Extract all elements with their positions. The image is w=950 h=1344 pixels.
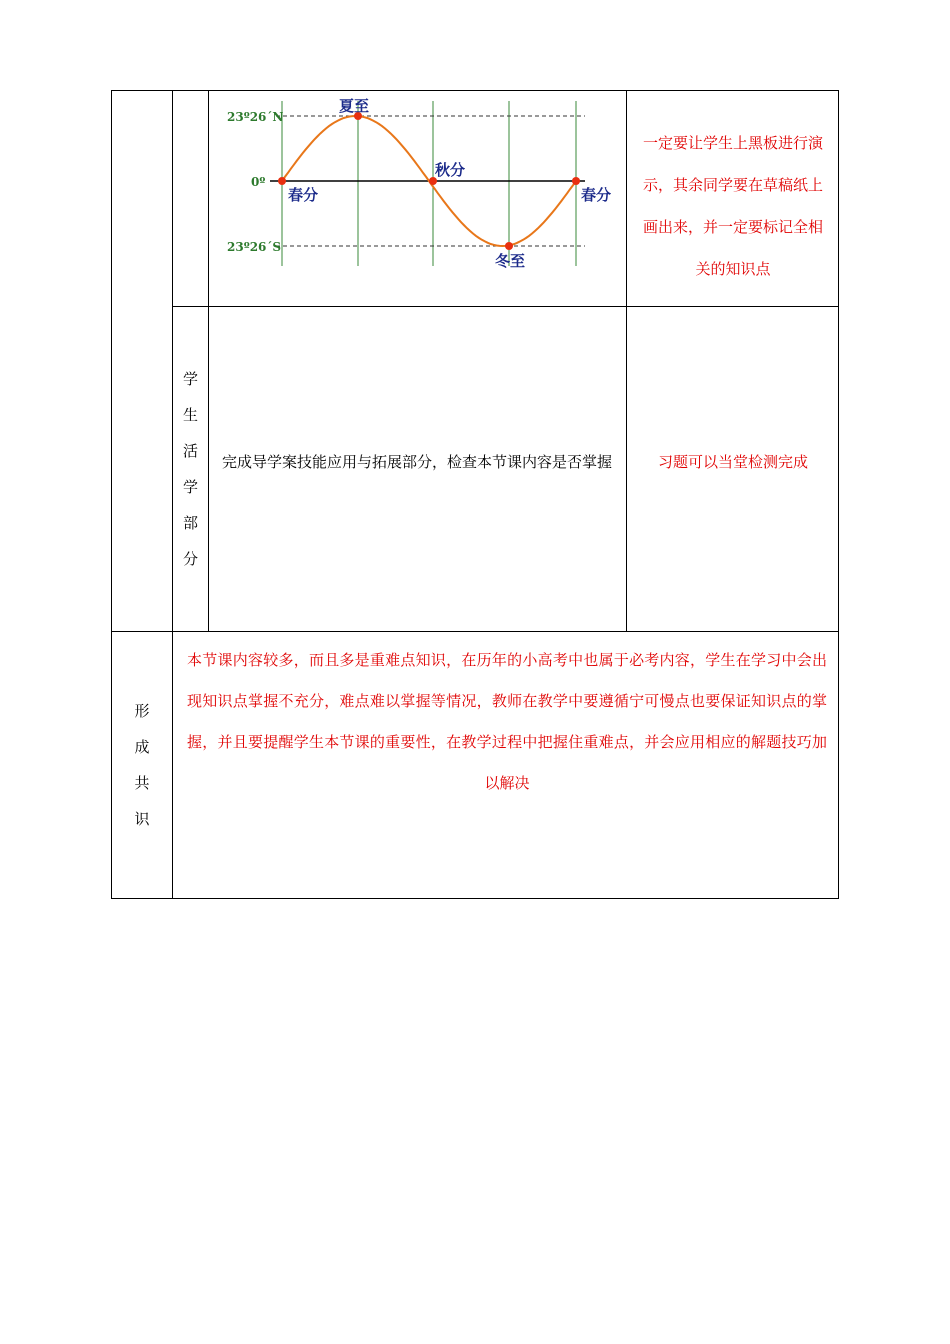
point-spring-start bbox=[278, 177, 286, 185]
label-lat-zero: 0º bbox=[251, 175, 266, 189]
solar-chart-svg bbox=[209, 91, 626, 306]
row3-content bbox=[187, 640, 827, 804]
point-spring-end bbox=[572, 177, 580, 185]
label-spring-start: 春分 bbox=[288, 186, 319, 204]
label-winter: 冬至 bbox=[495, 252, 526, 270]
row1-note bbox=[636, 113, 830, 299]
row2-label-char: 分 bbox=[182, 550, 198, 568]
table-divider-col3 bbox=[626, 90, 627, 631]
label-lat-south: 23º26´S bbox=[227, 240, 282, 254]
row2-note-text: 习题可以当堂检测完成 bbox=[657, 453, 808, 471]
label-autumn: 秋分 bbox=[435, 161, 466, 179]
solar-declination-chart bbox=[209, 91, 626, 306]
row3-label-char: 成 bbox=[134, 738, 150, 756]
row1-note-text: 一定要让学生上黑板进行演示，其余同学要在草稿纸上画出来，并一定要标记全相关的知识点 bbox=[642, 134, 823, 278]
row2-label bbox=[173, 307, 208, 631]
label-spring-end: 春分 bbox=[581, 186, 612, 204]
row2-label-char: 学 bbox=[182, 370, 198, 388]
row2-content bbox=[216, 307, 618, 617]
row3-label bbox=[112, 632, 172, 898]
row2-content-text: 完成导学案技能应用与拓展部分，检查本节课内容是否掌握 bbox=[221, 453, 612, 471]
point-winter bbox=[505, 242, 513, 250]
row3-label-char: 形 bbox=[134, 702, 150, 720]
label-summer: 夏至 bbox=[339, 97, 370, 115]
row3-label-char: 共 bbox=[134, 774, 150, 792]
table-divider-row2 bbox=[111, 631, 839, 632]
row2-label-char: 学 bbox=[182, 478, 198, 496]
table-border-right bbox=[838, 90, 839, 899]
label-lat-north: 23º26´N bbox=[227, 110, 284, 124]
row2-label-char: 生 bbox=[182, 406, 198, 424]
row2-label-char: 活 bbox=[182, 442, 198, 460]
row2-note bbox=[636, 307, 830, 617]
table-border-bottom bbox=[111, 898, 839, 899]
row3-label-char: 识 bbox=[134, 810, 150, 828]
row3-content-text: 本节课内容较多，而且多是重难点知识，在历年的小高考中也属于必考内容，学生在学习中会出现知识点掌握不充分，难点难以掌握等情况，教师在教学中要遵循宁可慢点也要保证知识点的掌握，并且要提醒学生本节课的重要性，在教学过程中把握住重难点，并会应用相应的解题技巧加以解决 bbox=[187, 651, 827, 792]
row2-label-char: 部 bbox=[182, 514, 198, 532]
